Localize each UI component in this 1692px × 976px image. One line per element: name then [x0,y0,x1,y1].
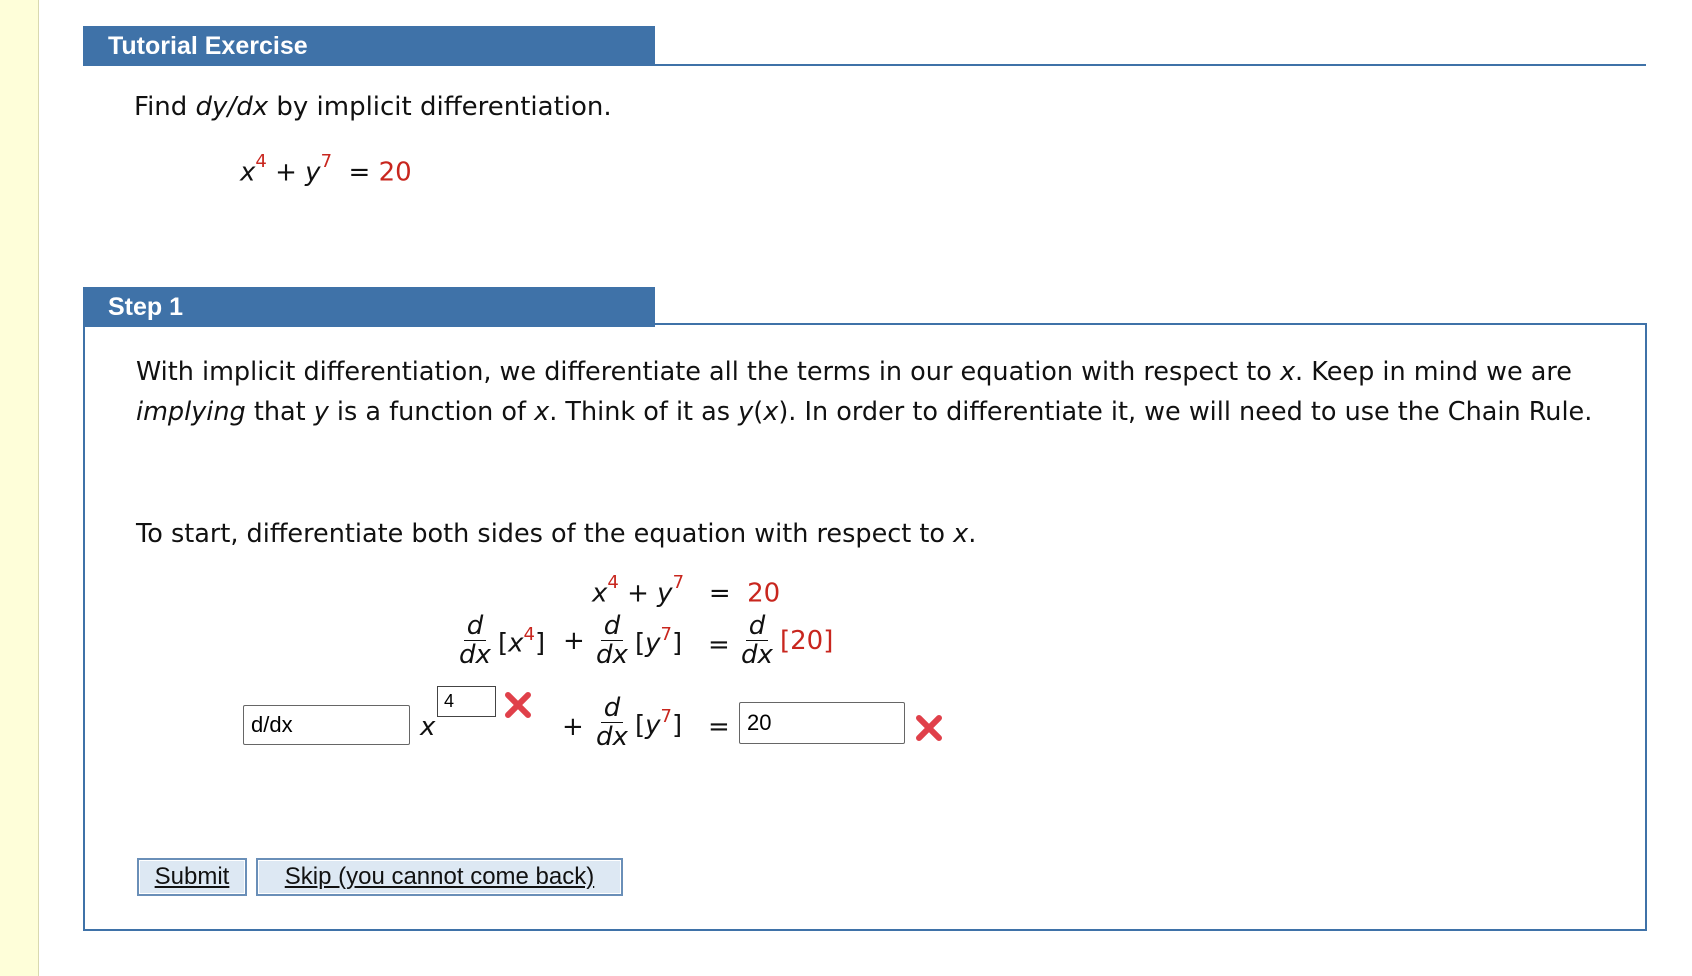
row3-frac-num: d [601,694,624,723]
submit-button[interactable]: Submit [137,858,247,896]
row2-x-exp: 4 [523,624,535,645]
row1-plus: + [627,578,649,609]
row3-x [420,712,435,742]
p1-k: ( [753,397,764,427]
row2-frac-1 [459,612,491,669]
eq-equals: = [348,157,371,188]
row2-y: y [645,628,661,659]
row2-rhs: [20] [780,626,834,656]
p2-a: To start, differentiate both sides of the equation with respect to [136,519,954,549]
p1-m: ). In order to differentiate it, we will need to use the Chain Rule. [778,397,1593,427]
row3-close: ] [672,710,683,741]
p2-c: . [968,519,977,549]
eq-x: x [240,157,256,188]
exponent-input[interactable] [437,686,496,717]
row3-frac [596,694,628,751]
eq-x-exp: 4 [255,151,267,172]
row2-frac-3-den: dx [741,640,773,670]
row3-open: [ [635,710,646,741]
p1-e: that [245,397,314,427]
eq-y-exp: 7 [320,151,333,172]
row3-equals: = [708,712,730,742]
row1-x: x [592,578,608,609]
p1-g: is a function of [328,397,535,427]
prompt-var: dy/dx [195,92,269,122]
row3-y: y [645,710,661,741]
p1-d: implying [136,397,246,427]
left-sidebar-strip [0,0,39,976]
p1-i: . Think of it as [549,397,739,427]
step1-instruction [136,514,1596,554]
row2-y-exp: 7 [660,624,672,645]
row2-frac-3 [741,612,773,669]
row1-x-exp: 4 [607,572,619,593]
row2-frac-2 [596,612,628,669]
row2-x: x [508,628,524,659]
tutorial-header-rule [655,64,1646,66]
p1-l: x [763,397,779,427]
row2-frac-3-num: d [746,612,769,641]
row2-term-2 [635,626,682,659]
prompt-text-start: Find [134,92,196,122]
row2-open-2: [ [635,628,646,659]
rhs-derivative-input[interactable] [739,702,905,744]
eq-plus: + [275,157,297,188]
prompt-text-end: by implicit differentiation. [268,92,612,122]
row3-y-exp: 7 [660,706,672,727]
p1-j: y [738,397,754,427]
row2-frac-2-num: d [601,612,624,641]
tutorial-prompt [134,92,612,122]
row1-y-exp: 7 [672,572,685,593]
row2-frac-2-den: dx [596,640,628,670]
row2-plus: + [563,626,585,656]
row3-plus: + [562,712,584,742]
row2-frac-1-num: d [464,612,487,641]
row1-equation [592,572,781,609]
p1-a: With implicit differentiation, we differentiate all the terms in our equation with respect to [136,357,1280,387]
incorrect-x-icon [503,690,533,720]
row3-x-italic: x [420,712,436,742]
row2-term-1 [498,626,545,659]
step1-header: Step 1 [83,287,655,327]
eq-rhs: 20 [378,157,412,188]
eq-y: y [305,157,321,188]
row2-equals: = [708,630,730,660]
p1-f: y [313,397,329,427]
row1-rhs: 20 [747,578,781,609]
p2-b: x [953,519,969,549]
row2-close-1: ] [535,628,546,659]
derivative-x-term-input[interactable] [243,705,410,745]
tutorial-equation [240,151,412,188]
row2-frac-1-den: dx [459,640,491,670]
step1-paragraph [136,352,1596,432]
tutorial-header: Tutorial Exercise [83,26,655,66]
row1-equals: = [708,578,731,609]
p1-c: . Keep in mind we are [1295,357,1572,387]
p1-b: x [1279,357,1296,387]
p1-h: x [534,397,550,427]
row1-y: y [657,578,673,609]
row2-open-1: [ [498,628,509,659]
row2-close-2: ] [672,628,683,659]
skip-button[interactable]: Skip (you cannot come back) [256,858,623,896]
row3-frac-den: dx [596,722,628,752]
incorrect-x-icon [914,713,944,743]
row3-term [635,708,682,741]
